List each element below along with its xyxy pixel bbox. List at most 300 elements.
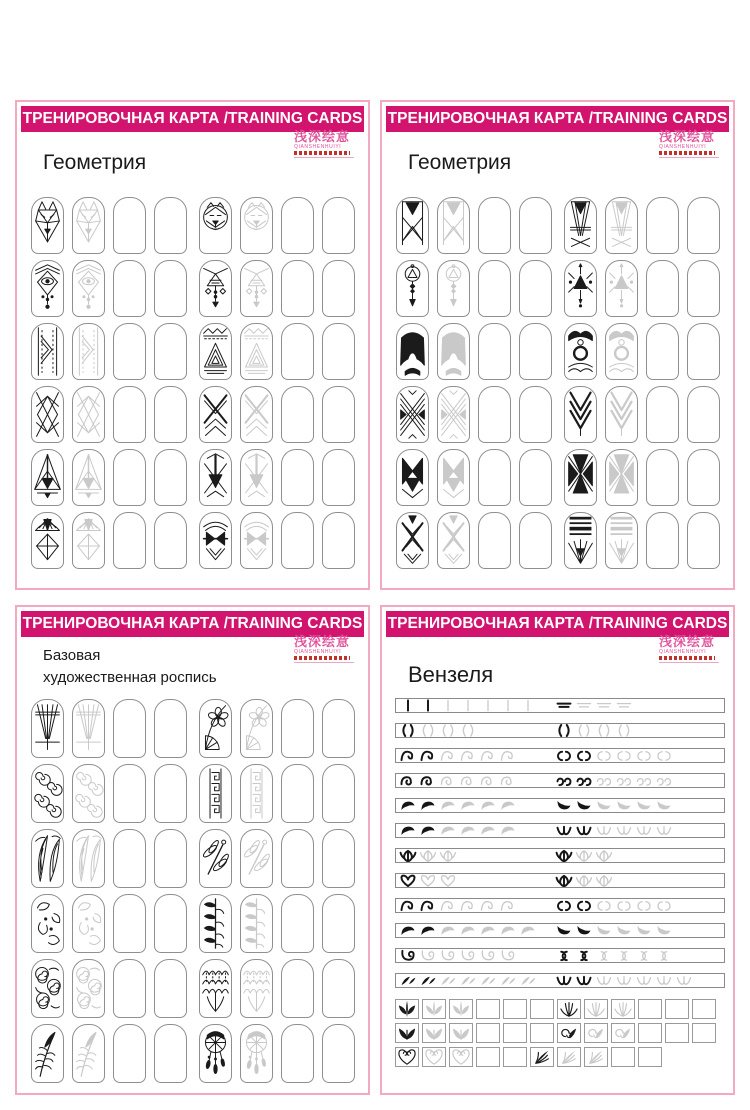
nail-blank bbox=[154, 764, 187, 823]
square-blank bbox=[503, 1047, 527, 1067]
oc-pair-glyph bbox=[574, 949, 594, 962]
arc-curl-glyph bbox=[458, 899, 478, 912]
arrow-x-motif bbox=[241, 450, 272, 505]
brand-underline bbox=[659, 157, 719, 158]
bars-glyph bbox=[518, 699, 538, 712]
u-curl-glyph bbox=[438, 949, 458, 962]
nail-blank bbox=[519, 260, 552, 317]
brand-name-cn: 浅深绘意 bbox=[659, 634, 716, 649]
wing-down-glyph bbox=[614, 799, 634, 812]
arc-curl-glyph bbox=[438, 899, 458, 912]
nail-with-design bbox=[199, 894, 232, 953]
swirl-pair-glyph bbox=[654, 774, 674, 787]
nail-with-design bbox=[199, 829, 232, 888]
card-title-line: художественная роспись bbox=[43, 668, 217, 686]
nail-blank bbox=[519, 323, 552, 380]
practice-strip bbox=[395, 873, 725, 888]
aztec-motif bbox=[200, 324, 231, 379]
strip-glyph-group-mid bbox=[554, 849, 614, 862]
nail-blank bbox=[478, 449, 511, 506]
wing-down-glyph bbox=[574, 799, 594, 812]
bud-glyph bbox=[418, 849, 438, 862]
strip-glyph-group-mid bbox=[554, 899, 674, 912]
spiral-curl-glyph bbox=[418, 774, 438, 787]
swirl-pair-glyph bbox=[594, 774, 614, 787]
bud-glyph bbox=[594, 849, 614, 862]
practice-strip bbox=[395, 923, 725, 938]
square-blank bbox=[665, 999, 689, 1019]
wing-up-glyph bbox=[458, 824, 478, 837]
nail-blank bbox=[154, 959, 187, 1018]
nail-blank bbox=[322, 449, 355, 506]
bars-glyph bbox=[478, 699, 498, 712]
nail-blank bbox=[281, 323, 314, 380]
nail-with-design bbox=[72, 512, 105, 569]
nail-with-design bbox=[437, 323, 470, 380]
spiral-curl-glyph bbox=[438, 774, 458, 787]
nail-group bbox=[564, 512, 720, 569]
palm-flourish-glyph bbox=[558, 1000, 580, 1018]
triangle-arrow-motif bbox=[32, 450, 63, 505]
wing-down-glyph bbox=[594, 799, 614, 812]
bud-glyph bbox=[574, 849, 594, 862]
nail-with-design bbox=[240, 959, 273, 1018]
nail-blank bbox=[478, 197, 511, 254]
curls-motif bbox=[73, 895, 104, 952]
nail-blank bbox=[281, 197, 314, 254]
square-row bbox=[395, 999, 716, 1019]
leaf-pair-glyph bbox=[398, 974, 418, 987]
nail-with-design bbox=[437, 260, 470, 317]
leaf-burst-glyph bbox=[531, 1048, 553, 1066]
c-pair-glyph bbox=[654, 749, 674, 762]
swirl-pair-glyph bbox=[614, 774, 634, 787]
wing-up-glyph bbox=[498, 799, 518, 812]
arc-curl-glyph bbox=[418, 749, 438, 762]
mirror-triangles-motif bbox=[200, 513, 231, 568]
eye-ornament-motif bbox=[73, 261, 104, 316]
nail-with-design bbox=[199, 449, 232, 506]
dashes-glyph bbox=[574, 699, 594, 712]
nail-blank bbox=[113, 449, 146, 506]
nail-with-design bbox=[199, 512, 232, 569]
nail-blank bbox=[113, 829, 146, 888]
strip-glyph-group-mid bbox=[554, 949, 674, 962]
square-blank bbox=[638, 999, 662, 1019]
nail-row bbox=[396, 512, 720, 569]
nail-row bbox=[31, 764, 355, 823]
heart-scroll-glyph bbox=[450, 1048, 472, 1066]
nail-blank bbox=[154, 323, 187, 380]
owl-arch-motif bbox=[397, 324, 428, 379]
square-with-design bbox=[422, 1023, 446, 1043]
square-with-design bbox=[422, 1047, 446, 1067]
w-flourish-glyph bbox=[674, 974, 694, 987]
square-blank bbox=[692, 1023, 716, 1043]
strip-glyph-group-left bbox=[398, 949, 518, 962]
dashes-glyph bbox=[614, 699, 634, 712]
card-header-label: ТРЕНИРОВОЧНАЯ КАРТА /TRAINING CARDS bbox=[387, 615, 728, 632]
w-flourish-glyph bbox=[574, 824, 594, 837]
dreamcatcher-motif bbox=[200, 1025, 231, 1082]
brand-logo-text bbox=[294, 130, 354, 158]
oc-pair-glyph bbox=[654, 949, 674, 962]
leaves-motif bbox=[73, 830, 104, 887]
nail-blank bbox=[646, 449, 679, 506]
strip-glyph-group-left bbox=[398, 799, 518, 812]
nail-with-design bbox=[564, 197, 597, 254]
strip-glyph-group-left bbox=[398, 924, 538, 937]
strip-glyph-group-left bbox=[398, 724, 478, 737]
nail-with-design bbox=[199, 959, 232, 1018]
nail-with-design bbox=[72, 449, 105, 506]
u-curl-glyph bbox=[418, 949, 438, 962]
nail-with-design bbox=[564, 512, 597, 569]
c-pair-glyph bbox=[654, 899, 674, 912]
wing-flourish-glyph bbox=[396, 1024, 418, 1042]
nail-row bbox=[31, 449, 355, 506]
lily-flourish-glyph bbox=[423, 1000, 445, 1018]
nail-blank bbox=[281, 894, 314, 953]
floral-border-motif bbox=[200, 895, 231, 952]
strip-glyph-group-mid bbox=[554, 774, 674, 787]
nail-with-design bbox=[72, 829, 105, 888]
nail-blank bbox=[113, 1024, 146, 1083]
nail-group bbox=[31, 323, 187, 380]
nail-blank bbox=[687, 323, 720, 380]
nail-with-design bbox=[437, 512, 470, 569]
c-pair-glyph bbox=[554, 899, 574, 912]
square-blank bbox=[665, 1023, 689, 1043]
arc-curl-glyph bbox=[398, 749, 418, 762]
nail-blank bbox=[322, 764, 355, 823]
c-pair-glyph bbox=[614, 749, 634, 762]
bud-glyph bbox=[574, 874, 594, 887]
brand-name-cn: 浅深绘意 bbox=[294, 129, 351, 144]
nail-blank bbox=[322, 1024, 355, 1083]
pendant-motif bbox=[200, 261, 231, 316]
brand-logo bbox=[294, 635, 354, 663]
nail-with-design bbox=[31, 894, 64, 953]
parens-glyph bbox=[398, 724, 418, 737]
strip-glyph-group-mid bbox=[554, 699, 634, 712]
card-grid bbox=[396, 197, 720, 569]
brand-logo-text bbox=[659, 130, 719, 158]
dashes-glyph bbox=[554, 699, 574, 712]
nail-group bbox=[31, 512, 187, 569]
brand-tagline-script bbox=[659, 656, 715, 660]
nail-row bbox=[396, 449, 720, 506]
nail-blank bbox=[154, 699, 187, 758]
palm-flourish-glyph bbox=[612, 1000, 634, 1018]
v-lines-motif bbox=[32, 700, 63, 757]
card-title bbox=[408, 148, 511, 178]
nail-with-design bbox=[396, 512, 429, 569]
nail-with-design bbox=[72, 764, 105, 823]
ring-wings-motif bbox=[565, 324, 596, 379]
nail-group bbox=[199, 894, 355, 953]
square-with-design bbox=[395, 1023, 419, 1043]
practice-strip bbox=[395, 723, 725, 738]
card-title-line: Базовая bbox=[43, 647, 101, 664]
roses-motif bbox=[32, 960, 63, 1017]
nail-blank bbox=[646, 197, 679, 254]
nail-row bbox=[31, 323, 355, 380]
w-flourish-glyph bbox=[654, 824, 674, 837]
square-blank bbox=[638, 1047, 662, 1067]
nail-with-design bbox=[31, 764, 64, 823]
nail-with-design bbox=[564, 260, 597, 317]
oc-pair-glyph bbox=[594, 949, 614, 962]
brand-logo bbox=[659, 130, 719, 158]
scallop-fan-motif bbox=[200, 960, 231, 1017]
nail-with-design bbox=[396, 197, 429, 254]
square-blank bbox=[638, 1023, 662, 1043]
nail-blank bbox=[113, 323, 146, 380]
square-with-design bbox=[611, 1023, 635, 1043]
nail-with-design bbox=[199, 1024, 232, 1083]
wing-down-glyph bbox=[554, 799, 574, 812]
tiger-motif bbox=[200, 198, 231, 253]
x-stripes-motif bbox=[438, 387, 469, 442]
bud-glyph bbox=[594, 874, 614, 887]
nail-row bbox=[31, 829, 355, 888]
wing-up-glyph bbox=[478, 924, 498, 937]
nail-group bbox=[31, 959, 187, 1018]
brand-name-latin: QIANSHENHUIYI bbox=[294, 144, 342, 151]
nail-blank bbox=[281, 699, 314, 758]
c-pair-glyph bbox=[614, 899, 634, 912]
bud-glyph bbox=[438, 849, 458, 862]
flower-fan-motif bbox=[241, 700, 272, 757]
w-flourish-glyph bbox=[574, 974, 594, 987]
parens-glyph bbox=[594, 724, 614, 737]
card-title bbox=[43, 148, 146, 178]
c-pair-glyph bbox=[634, 749, 654, 762]
nail-blank bbox=[154, 894, 187, 953]
nail-blank bbox=[519, 512, 552, 569]
radiating-triangle-motif bbox=[606, 261, 637, 316]
c-pair-glyph bbox=[554, 749, 574, 762]
feather-motif bbox=[32, 1025, 63, 1082]
scallop-fan-motif bbox=[241, 960, 272, 1017]
nail-with-design bbox=[564, 386, 597, 443]
lily-flourish-glyph bbox=[450, 1000, 472, 1018]
wing-down-glyph bbox=[554, 924, 574, 937]
wing-flourish-glyph bbox=[423, 1024, 445, 1042]
square-blank bbox=[503, 999, 527, 1019]
leaf-burst-glyph bbox=[558, 1048, 580, 1066]
wing-up-glyph bbox=[478, 824, 498, 837]
heart-glyph bbox=[398, 874, 418, 887]
flower-fan-motif bbox=[200, 700, 231, 757]
nail-group bbox=[31, 386, 187, 443]
strip-glyph-group-mid bbox=[554, 924, 674, 937]
tribal-stripes-motif bbox=[73, 324, 104, 379]
bud-glyph bbox=[398, 849, 418, 862]
nail-with-design bbox=[396, 323, 429, 380]
nail-blank bbox=[281, 449, 314, 506]
bars-glyph bbox=[438, 699, 458, 712]
stripes-rays-motif bbox=[606, 513, 637, 568]
feather-motif bbox=[73, 1025, 104, 1082]
square-row bbox=[395, 1023, 716, 1043]
arc-curl-glyph bbox=[478, 899, 498, 912]
nail-blank bbox=[519, 197, 552, 254]
wing-up-glyph bbox=[478, 799, 498, 812]
dragonfly-motif bbox=[241, 830, 272, 887]
nail-group bbox=[199, 699, 355, 758]
nail-blank bbox=[646, 512, 679, 569]
wing-flourish-glyph bbox=[450, 1024, 472, 1042]
nail-group bbox=[31, 699, 187, 758]
practice-strip bbox=[395, 948, 725, 963]
tribal-stripes-motif bbox=[32, 324, 63, 379]
nail-blank bbox=[687, 197, 720, 254]
nail-group bbox=[396, 260, 552, 317]
card-grid bbox=[31, 197, 355, 569]
nail-with-design bbox=[240, 386, 273, 443]
practice-strip bbox=[395, 898, 725, 913]
nail-blank bbox=[281, 829, 314, 888]
brand-underline bbox=[659, 662, 719, 663]
nail-with-design bbox=[31, 260, 64, 317]
nail-with-design bbox=[240, 699, 273, 758]
key-pendant-motif bbox=[397, 261, 428, 316]
parens-glyph bbox=[574, 724, 594, 737]
brand-underline bbox=[294, 662, 354, 663]
mirror-triangles-motif bbox=[241, 513, 272, 568]
oc-pair-glyph bbox=[634, 949, 654, 962]
greek-band-motif bbox=[241, 765, 272, 822]
w-flourish-glyph bbox=[634, 824, 654, 837]
strip-glyph-group-mid bbox=[554, 724, 634, 737]
oc-pair-glyph bbox=[614, 949, 634, 962]
spiral-curl-glyph bbox=[458, 774, 478, 787]
nail-with-design bbox=[72, 959, 105, 1018]
w-flourish-glyph bbox=[554, 974, 574, 987]
nail-with-design bbox=[199, 699, 232, 758]
nail-group bbox=[199, 512, 355, 569]
nail-blank bbox=[281, 1024, 314, 1083]
arc-curl-glyph bbox=[438, 749, 458, 762]
brand-tagline-script bbox=[294, 656, 350, 660]
card-header-label: ТРЕНИРОВОЧНАЯ КАРТА /TRAINING CARDS bbox=[22, 110, 363, 127]
nail-row bbox=[31, 512, 355, 569]
heart-scroll-glyph bbox=[396, 1048, 418, 1066]
nail-blank bbox=[322, 323, 355, 380]
nail-blank bbox=[113, 260, 146, 317]
lily-flourish-glyph bbox=[396, 1000, 418, 1018]
nail-blank bbox=[154, 1024, 187, 1083]
nail-blank bbox=[154, 449, 187, 506]
nail-group bbox=[199, 323, 355, 380]
wing-up-glyph bbox=[418, 924, 438, 937]
nail-group bbox=[31, 764, 187, 823]
eye-ornament-motif bbox=[32, 261, 63, 316]
nail-blank bbox=[281, 386, 314, 443]
nail-with-design bbox=[240, 197, 273, 254]
square-blank bbox=[476, 999, 500, 1019]
square-with-design bbox=[584, 999, 608, 1019]
brand-logo-text bbox=[659, 635, 719, 663]
nail-blank bbox=[687, 512, 720, 569]
arc-curl-glyph bbox=[498, 749, 518, 762]
nail-blank bbox=[322, 197, 355, 254]
nail-group bbox=[564, 323, 720, 380]
w-flourish-glyph bbox=[594, 974, 614, 987]
nail-group bbox=[564, 449, 720, 506]
v-lines-motif bbox=[73, 700, 104, 757]
brand-name-cn: 浅深绘意 bbox=[659, 129, 716, 144]
arrow-x-motif bbox=[200, 450, 231, 505]
nail-with-design bbox=[31, 386, 64, 443]
u-curl-glyph bbox=[458, 949, 478, 962]
fan-x-motif bbox=[606, 450, 637, 505]
nail-blank bbox=[687, 260, 720, 317]
nail-group bbox=[199, 1024, 355, 1083]
spiral-curl-glyph bbox=[478, 774, 498, 787]
strip-glyph-group-mid bbox=[554, 824, 674, 837]
spiral-curl-glyph bbox=[498, 774, 518, 787]
arc-diamond-motif bbox=[73, 513, 104, 568]
heart-glyph bbox=[418, 874, 438, 887]
bars-glyph bbox=[498, 699, 518, 712]
square-blank bbox=[611, 1047, 635, 1067]
nail-with-design bbox=[199, 260, 232, 317]
c-pair-glyph bbox=[594, 899, 614, 912]
nail-blank bbox=[478, 323, 511, 380]
leaf-pair-glyph bbox=[478, 974, 498, 987]
nail-with-design bbox=[72, 699, 105, 758]
parens-glyph bbox=[458, 724, 478, 737]
square-blank bbox=[476, 1023, 500, 1043]
card-header-label: ТРЕНИРОВОЧНАЯ КАРТА /TRAINING CARDS bbox=[22, 615, 363, 632]
square-with-design bbox=[611, 999, 635, 1019]
nail-blank bbox=[322, 260, 355, 317]
greek-band-motif bbox=[200, 765, 231, 822]
wing-up-glyph bbox=[518, 924, 538, 937]
training-card-monograms bbox=[380, 605, 735, 1095]
card-title bbox=[408, 659, 493, 691]
nail-blank bbox=[154, 386, 187, 443]
nail-blank bbox=[687, 449, 720, 506]
leaf-pair-glyph bbox=[498, 974, 518, 987]
nail-group bbox=[396, 323, 552, 380]
card-header-label: ТРЕНИРОВОЧНАЯ КАРТА /TRAINING CARDS bbox=[387, 110, 728, 127]
nail-blank bbox=[113, 959, 146, 1018]
nail-blank bbox=[113, 699, 146, 758]
wing-up-glyph bbox=[458, 799, 478, 812]
square-with-design bbox=[395, 999, 419, 1019]
wing-up-glyph bbox=[498, 924, 518, 937]
nail-group bbox=[199, 386, 355, 443]
nail-group bbox=[564, 260, 720, 317]
nail-group bbox=[396, 197, 552, 254]
nail-row bbox=[396, 197, 720, 254]
owl-arch-motif bbox=[438, 324, 469, 379]
nail-blank bbox=[154, 197, 187, 254]
square-with-design bbox=[395, 1047, 419, 1067]
heart-scroll-glyph bbox=[423, 1048, 445, 1066]
wing-down-glyph bbox=[574, 924, 594, 937]
c-pair-glyph bbox=[594, 749, 614, 762]
nail-blank bbox=[322, 894, 355, 953]
parens-glyph bbox=[438, 724, 458, 737]
nail-with-design bbox=[199, 764, 232, 823]
brand-name-latin: QIANSHENHUIYI bbox=[659, 144, 707, 151]
leaf-pair-glyph bbox=[518, 974, 538, 987]
